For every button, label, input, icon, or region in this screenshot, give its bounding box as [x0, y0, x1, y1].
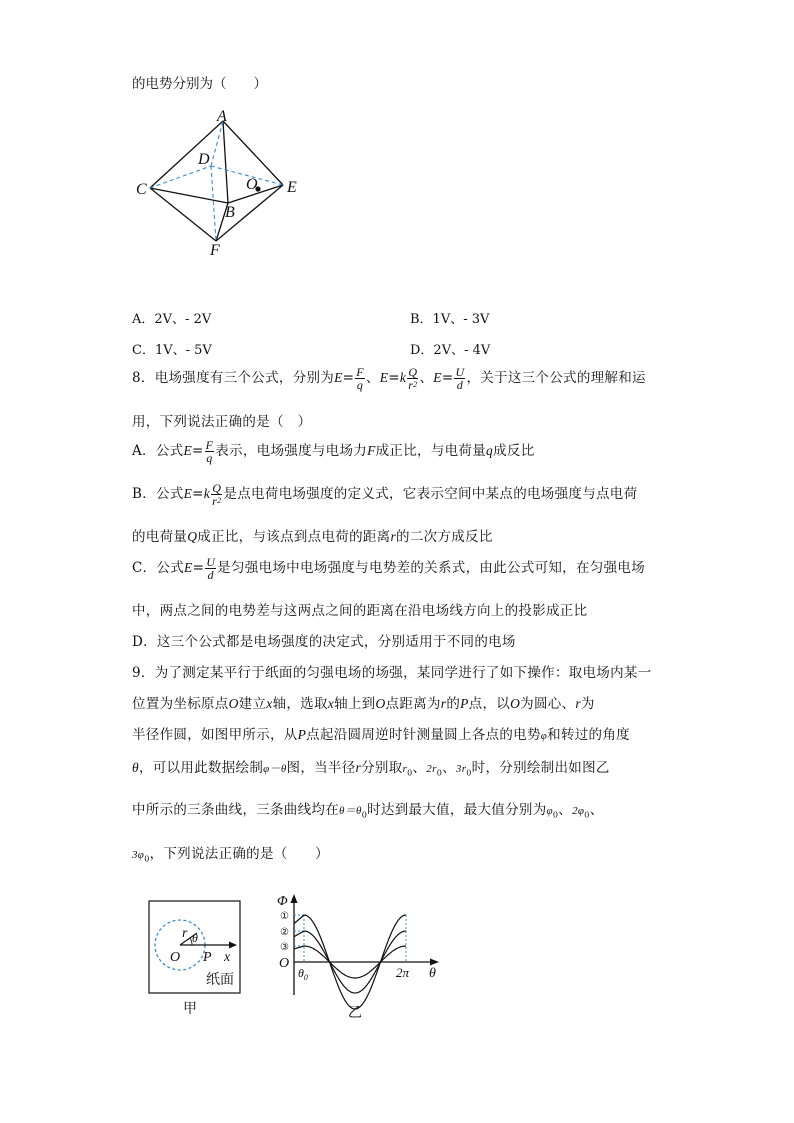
q8-stem-line1: 8．电场强度有三个公式，分别为E= $\frac{F}{q}$ 、E=k $\frac{Q}{r^2}$ 、E= $\frac{U}{d}$ ，关于这三个公式的理解和运: [132, 365, 646, 392]
label-theta: θ: [192, 931, 198, 945]
figure-jia: [140, 895, 250, 1020]
label-theta0: $\theta_0$: [298, 966, 308, 982]
q7-option-b: B．1V、- 3V: [410, 312, 490, 327]
q7-option-d: D．2V、- 4V: [410, 343, 491, 358]
q8-option-b-line2: 的电荷量Q成正比，与该点到点电荷的距离r的二次方成反比: [132, 529, 493, 545]
q8-option-d: D．这三个公式都是电场强度的决定式，分别适用于不同的电场: [132, 634, 516, 650]
y-axis-arrow: [291, 894, 298, 903]
q8-option-a: A．公式E= $\frac{F}{q}$ 表示，电场强度与电场力F成正比，与电荷量q成反比: [132, 438, 535, 465]
edge-AD: [211, 121, 223, 166]
theta-axis-arrow: [430, 959, 439, 966]
caption-yi: 乙: [348, 1006, 362, 1021]
q9-line3: 半径作圆，如图甲所示，从P点起沿圆周逆时针测量圆上各点的电势φ和转过的角度: [132, 727, 630, 743]
label-origin: O: [279, 956, 290, 971]
q9-line6: $3\varphi_0$，下列说法正确的是（ ）: [132, 846, 329, 864]
label-curve2: ②: [280, 927, 289, 938]
label-curve3: ③: [280, 942, 289, 953]
edge-AC: [150, 121, 223, 188]
label-A: A: [217, 108, 227, 125]
edge-CD: [150, 166, 211, 188]
edge-DF: [211, 166, 216, 241]
label-paper: 纸面: [206, 973, 234, 988]
label-D: D: [198, 151, 210, 168]
intro-text: 的电势分别为（ ）: [132, 76, 267, 92]
label-C: C: [136, 181, 147, 198]
q8-option-c: C．公式E= $\frac{U}{d}$ 是匀强电场中电场强度与电势差的关系式，由此公式可知，在匀强电场: [132, 555, 645, 582]
label-O: O: [170, 950, 181, 965]
edge-CB: [150, 188, 228, 203]
label-twopi: 2π: [396, 965, 410, 980]
label-curve1: ①: [280, 911, 289, 922]
q8-option-b: B．公式E=k $\frac{Q}{r^2}$ 是点电荷电场强度的定义式，它表示空间中某点的电场强度与点电荷: [132, 481, 638, 508]
label-F: F: [210, 242, 220, 258]
edge-AB: [223, 121, 228, 203]
edge-CF: [150, 188, 216, 241]
q7-option-a: A．2V、- 2V: [132, 312, 212, 327]
label-r: r: [182, 926, 188, 941]
label-B: B: [225, 204, 235, 221]
x-axis-arrow: [229, 942, 237, 949]
q8-stem-line2: 用，下列说法正确的是（ ）: [132, 414, 312, 430]
q9-line1: 9．为了测定某平行于纸面的匀强电场的场强，某同学进行了如下操作：取电场内某一: [132, 665, 652, 681]
label-P: P: [203, 950, 212, 965]
caption-jia: 甲: [183, 1002, 197, 1017]
label-theta-axis: θ: [429, 966, 436, 981]
q9-line4: θ，可以用此数据绘制φ－θ图，当半径r分别取$r_0$、$2r_0$、$3r_0$时，分别绘制出如图乙: [132, 760, 610, 778]
q9-line2: 位置为坐标原点O建立x轴，选取x轴上到O点距离为r的P点，以O为圆心、r为: [132, 696, 595, 712]
q7-option-c: C．1V、- 5V: [132, 343, 212, 358]
label-x: x: [224, 950, 231, 965]
q8-option-c-line2: 中，两点之间的电势差与这两点之间的距离在沿电场线方向上的投影成正比: [132, 603, 588, 619]
label-O: O: [246, 176, 258, 193]
octahedron-figure: [128, 108, 308, 258]
figure-yi: [272, 885, 452, 1025]
label-phi: Φ: [277, 894, 288, 909]
q9-line5: 中所示的三条曲线，三条曲线均在$\theta=\theta_0$时达到最大值，最大值分别为$\varphi_0$、$2\varphi_0$、: [132, 802, 604, 820]
label-E: E: [287, 179, 297, 196]
